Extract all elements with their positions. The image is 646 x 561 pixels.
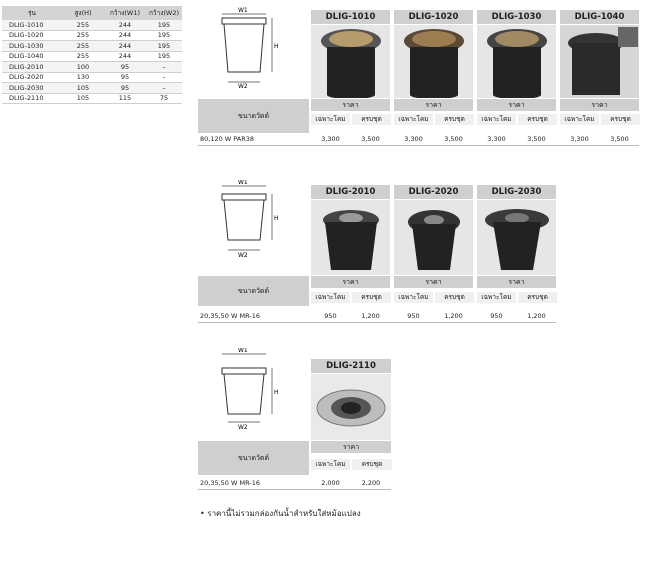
price-lamp-only: 950 [324,312,337,320]
spec-cell: 95 [104,83,146,94]
table-row [2,41,182,52]
product-photo-1040 [560,25,639,98]
watt-size-value: 20,35,50 W MR-16 [200,312,260,320]
lamp-only-header: เฉพาะโคม [394,114,433,125]
price-header: ราคา [591,100,608,109]
bullet-icon: • [200,509,208,518]
full-set-header: ครบชุด [517,114,557,125]
lamp-only-header: เฉพาะโคม [311,114,350,125]
spec-cell: DLIG-2030 [2,83,62,94]
footnote [200,507,361,520]
spec-cell: – [146,83,182,94]
spec-cell: 95 [104,62,146,73]
spec-cell: 130 [62,72,104,83]
full-set-header: ครบชุด [351,292,391,303]
full-set-header: ครบชุด [517,292,557,303]
spec-cell: 95 [104,72,146,83]
full-set-header: ครบชุด [434,114,474,125]
price-header: ราคา [425,100,442,109]
spec-cell: 195 [146,41,182,52]
spec-cell: 105 [62,83,104,94]
full-set-header: ครบชุด [351,459,392,470]
h-label: H [274,389,279,396]
lamp-only-header: เฉพาะโคม [560,114,599,125]
w1-label: W1 [238,180,248,186]
price-header: ราคา [425,277,442,286]
spec-cell: 255 [62,20,104,30]
spec-cell: 195 [146,30,182,41]
table-row [2,30,182,41]
w1-label: W1 [238,7,248,14]
model-name-2020: DLIG-2020 [394,185,473,199]
price-full-set: 3,500 [610,135,629,143]
price-lamp-only: 2,000 [321,479,340,487]
price-lamp-only: 3,300 [404,135,423,143]
model-name-2110: DLIG-2110 [311,359,391,373]
w2-label: W2 [238,252,248,259]
model-name-1040: DLIG-1040 [560,10,639,24]
table-row [2,62,182,73]
spec-cell: DLIG-2020 [2,72,62,83]
model-name-1010: DLIG-1010 [311,10,390,24]
full-set-header: ครบชุด [434,292,474,303]
spec-cell: 244 [104,51,146,62]
spec-cell: DLIG-1040 [2,51,62,62]
price-header: ราคา [342,100,359,109]
h-label: H [274,215,279,222]
table-row [2,72,182,83]
price-full-set: 3,500 [444,135,463,143]
spec-header-row [2,6,182,20]
watt-size-value: 20,35,50 W MR-16 [200,479,260,487]
price-lamp-only: 950 [407,312,420,320]
spec-cell: DLIG-1030 [2,41,62,52]
spec-table [2,6,182,104]
spec-cell: 75 [146,93,182,104]
watt-size-header: ขนาดวัตต์ [237,286,270,295]
product-photo-2110 [311,374,391,440]
spec-cell: 195 [146,20,182,30]
full-set-header: ครบชุด [351,114,391,125]
lamp-only-header: เฉพาะโคม [311,459,350,470]
watt-size-header: ขนาดวัตต์ [237,111,270,120]
row-divider [198,489,391,490]
spec-cell: 105 [62,93,104,104]
spec-cell: – [146,62,182,73]
spec-header-height: สูง(H) [62,6,104,20]
full-set-header: ครบชุด [600,114,640,125]
spec-cell: 115 [104,93,146,104]
lamp-only-header: เฉพาะโคม [394,292,433,303]
price-lamp-only: 950 [490,312,503,320]
price-full-set: 1,200 [527,312,546,320]
spec-cell: 255 [62,41,104,52]
fixture-dimension-diagram [208,6,286,90]
price-header: ราคา [342,442,360,451]
spec-header-w1: กว้าง(W1) [104,6,146,20]
spec-cell: 100 [62,62,104,73]
model-name-1020: DLIG-1020 [394,10,473,24]
spec-header-w2: กว้าง(W2) [146,6,182,20]
h-label: H [274,43,279,50]
product-photo-2010 [311,200,390,275]
spec-cell: 195 [146,51,182,62]
w1-label: W1 [238,348,248,354]
table-row [2,20,182,30]
spec-cell: 255 [62,30,104,41]
model-name-1030: DLIG-1030 [477,10,556,24]
w2-label: W2 [238,424,248,431]
lamp-only-header: เฉพาะโคม [311,292,350,303]
model-name-2010: DLIG-2010 [311,185,390,199]
price-full-set: 3,500 [361,135,380,143]
price-full-set: 2,200 [361,479,381,487]
spec-cell: DLIG-2010 [2,62,62,73]
row-divider [198,145,639,146]
price-full-set: 3,500 [527,135,546,143]
w2-label: W2 [238,83,248,90]
fixture-dimension-diagram [208,180,286,260]
table-row [2,51,182,62]
model-name-2030: DLIG-2030 [477,185,556,199]
price-full-set: 1,200 [361,312,380,320]
row-divider [198,322,556,323]
table-row [2,93,182,104]
price-header: ราคา [342,277,359,286]
price-lamp-only: 3,300 [570,135,589,143]
price-lamp-only: 3,300 [321,135,340,143]
spec-cell: 244 [104,30,146,41]
product-photo-2030 [477,200,556,275]
price-header: ราคา [508,100,525,109]
watt-size-value: 80,120 W PAR38 [200,135,255,143]
spec-cell: 255 [62,51,104,62]
spec-cell: DLIG-1010 [2,20,62,30]
spec-cell: – [146,72,182,83]
price-header: ราคา [508,277,525,286]
spec-header-model: รุ่น [2,6,62,20]
product-photo-1010 [311,25,390,98]
spec-cell: DLIG-2110 [2,93,62,104]
lamp-only-header: เฉพาะโคม [477,292,516,303]
spec-cell: 244 [104,20,146,30]
fixture-dimension-diagram [208,348,286,432]
spec-cell: 244 [104,41,146,52]
price-lamp-only: 3,300 [487,135,506,143]
product-photo-1020 [394,25,473,98]
lamp-only-header: เฉพาะโคม [477,114,516,125]
product-photo-2020 [394,200,473,275]
product-photo-1030 [477,25,556,98]
table-row [2,83,182,94]
spec-cell: DLIG-1020 [2,30,62,41]
watt-size-header: ขนาดวัตต์ [237,453,270,462]
footnote-text: ราคานี้ไม่รวมกล่องกันน้ำสำหรับใส่หม้อแปลง [207,509,361,518]
price-full-set: 1,200 [444,312,463,320]
